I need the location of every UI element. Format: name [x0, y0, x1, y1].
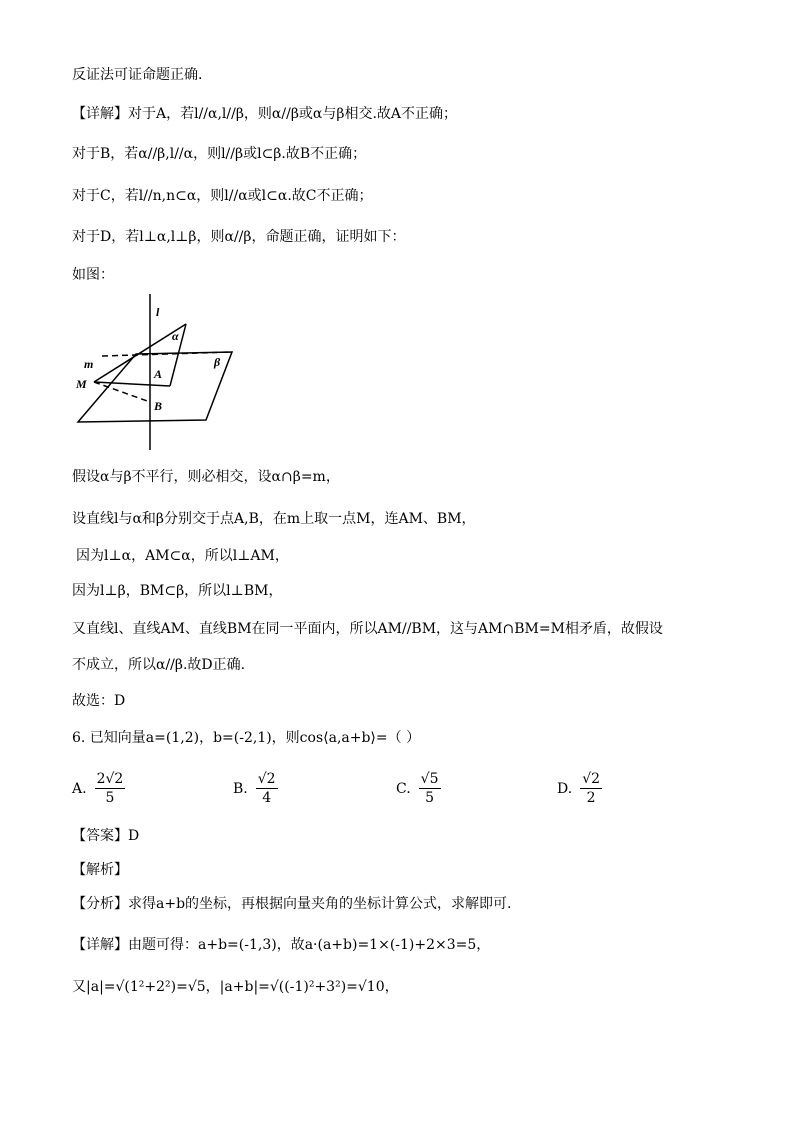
line-10: 因为l⊥β，BM⊂β，所以l⊥BM，	[72, 583, 283, 599]
line-6: 如图：	[72, 267, 114, 283]
option-a	[72, 770, 125, 807]
option-a-denominator: 5	[105, 790, 115, 806]
label-l: l	[156, 305, 160, 319]
label-M: M	[76, 377, 87, 391]
option-b-letter: B.	[233, 780, 248, 797]
option-a-numerator: 2√2	[96, 771, 124, 787]
detail-line-2: 又|a|=√(1²+2²)=√5，|a+b|=√((-1)²+3²)=√10，	[72, 979, 399, 995]
answer-line: 【答案】D	[72, 828, 140, 844]
line-12: 不成立，所以α//β.故D正确.	[72, 657, 246, 673]
option-d	[557, 770, 602, 807]
line-11: 又直线l、直线AM、直线BM在同一平面内，所以AM//BM，这与AM∩BM=M相矛盾，故假设	[72, 621, 663, 637]
line-8: 设直线l与α和β分别交于点A,B，在m上取一点M，连AM、BM，	[72, 511, 476, 527]
detail-line-1: 【详解】由题可得：a+b=(-1,3)，故a·(a+b)=1×(-1)+2×3=5，	[72, 937, 491, 953]
option-d-denominator: 2	[586, 790, 596, 806]
option-a-fraction	[95, 770, 126, 807]
geometry-figure	[66, 294, 246, 454]
line-3: 对于B，若α//β,l//α，则l//β或l⊂β.故B不正确；	[72, 146, 367, 162]
line-13: 故选：D	[72, 693, 126, 709]
option-b	[233, 770, 278, 807]
option-d-fraction	[580, 770, 602, 807]
question-6: 6. 已知向量a=(1,2)，b=(-2,1)，则cos⟨a,a+b⟩=（ ）	[72, 730, 421, 746]
line-4: 对于C，若l//n,n⊂α，则l//α或l⊂α.故C不正确；	[72, 188, 373, 204]
analysis-line: 【分析】求得a+b的坐标，再根据向量夹角的坐标计算公式，求解即可.	[72, 896, 512, 912]
option-c	[396, 770, 441, 807]
option-b-denominator: 4	[262, 790, 272, 806]
option-c-fraction	[419, 770, 441, 807]
analysis-heading: 【解析】	[72, 862, 128, 878]
line-9: 因为l⊥α，AM⊂α，所以l⊥AM，	[76, 548, 289, 564]
option-c-denominator: 5	[425, 790, 435, 806]
option-c-letter: C.	[396, 780, 411, 797]
label-m: m	[84, 357, 94, 371]
line-7: 假设α与β不平行，则必相交，设α∩β=m，	[72, 469, 340, 485]
option-d-numerator: √2	[582, 771, 601, 787]
line-2: 【详解】对于A，若l//α,l//β，则α//β或α与β相交.故A不正确；	[72, 106, 458, 122]
option-d-letter: D.	[557, 780, 573, 797]
option-a-letter: A.	[72, 780, 87, 797]
label-B: B	[154, 399, 163, 413]
label-alpha: α	[172, 329, 179, 343]
option-b-numerator: √2	[257, 771, 276, 787]
line-5: 对于D，若l⊥α,l⊥β，则α//β，命题正确，证明如下：	[72, 229, 406, 245]
option-b-fraction	[256, 770, 278, 807]
line-1: 反证法可证命题正确.	[72, 67, 203, 83]
label-beta: β	[214, 355, 221, 369]
label-A: A	[154, 367, 163, 381]
option-c-numerator: √5	[420, 771, 439, 787]
